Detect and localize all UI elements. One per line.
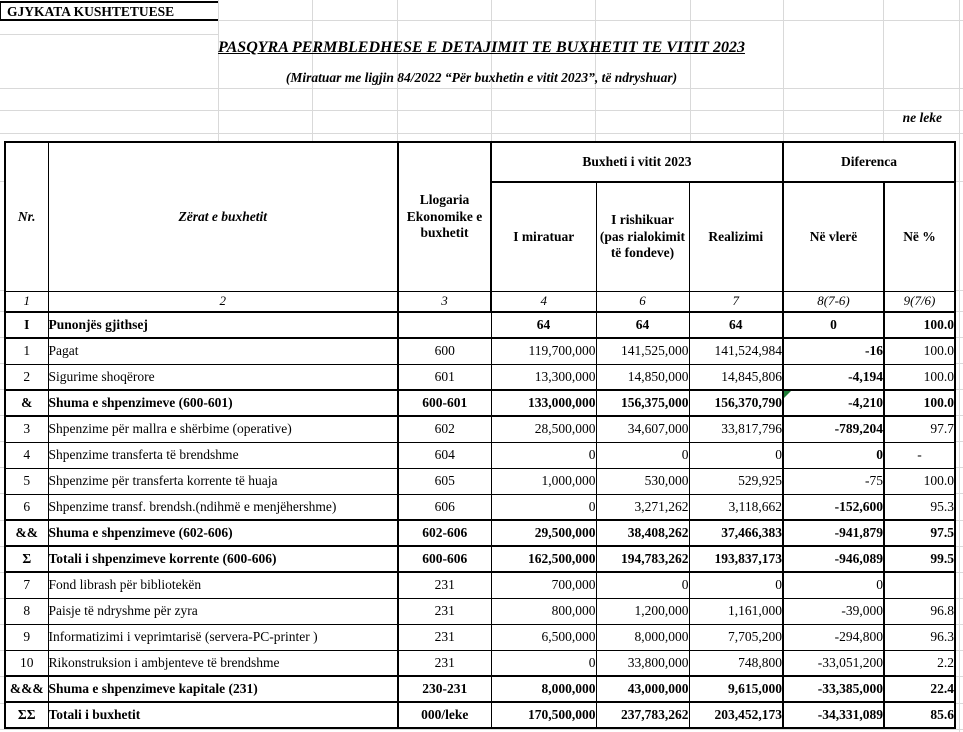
table-row [5,468,955,494]
cell-nr: 4 [5,442,48,468]
cell-revised: 0 [596,442,689,468]
cell-revised: 141,525,000 [596,338,689,364]
cell-diff-pct: 100.0 [884,364,955,390]
cell-diff-value: 0 [783,442,884,468]
cell-item-label: Shuma e shpenzimeve kapitale (231) [48,676,398,702]
cell-diff-value: -4,210 [783,390,884,416]
gridline [0,729,963,730]
cell-diff-value: -946,089 [783,546,884,572]
cell-revised: 1,200,000 [596,598,689,624]
cell-revised: 64 [596,312,689,338]
cell-nr: 5 [5,468,48,494]
table-row [5,572,955,598]
cell-diff-pct: 22.4 [884,676,955,702]
cell-item-label: Sigurime shoqërore [48,364,398,390]
cell-diff-value: -789,204 [783,416,884,442]
cell-account: 600 [398,338,491,364]
cell-item-label: Shpenzime për transferta korrente të huaja [48,468,398,494]
gridline [0,110,963,111]
cell-approved: 28,500,000 [491,416,596,442]
cell-item-label: Punonjës gjithsej [48,312,398,338]
cell-nr: I [5,312,48,338]
cell-nr: 8 [5,598,48,624]
cell-realized: 7,705,200 [689,624,783,650]
cell-diff-value: -152,600 [783,494,884,520]
cell-diff-value: 0 [783,312,884,338]
cell-revised: 38,408,262 [596,520,689,546]
cell-realized: 3,118,662 [689,494,783,520]
cell-nr: 7 [5,572,48,598]
cell-revised: 43,000,000 [596,676,689,702]
cell-account: 230-231 [398,676,491,702]
cell-item-label: Totali i buxhetit [48,702,398,728]
cell-item-label: Rikonstruksion i ambjenteve të brendshme [48,650,398,676]
table-row [5,364,955,390]
table-row [5,442,955,468]
budget-table [4,141,956,729]
cell-diff-pct: 97.5 [884,520,955,546]
cell-diff-pct: 96.8 [884,598,955,624]
cell-account: 606 [398,494,491,520]
group-header-row [5,142,955,182]
cell-diff-value: -75 [783,468,884,494]
cell-approved: 13,300,000 [491,364,596,390]
cell-approved: 700,000 [491,572,596,598]
cell-item-label: Shuma e shpenzimeve (602-606) [48,520,398,546]
table-row [5,416,955,442]
col-header-revised: I rishikuar (pas rialokimit të fondeve) [596,182,689,291]
cell-nr: Σ [5,546,48,572]
cell-revised: 34,607,000 [596,416,689,442]
cell-item-label: Shpenzime për mallra e shërbime (operative) [48,416,398,442]
cell-realized: 37,466,383 [689,520,783,546]
col-header-items: Zërat e buxhetit [48,142,398,291]
page-subtitle: (Miratuar me ligjin 84/2022 “Për buxhetin e vitit 2023”, të ndryshuar) [285,70,678,85]
cell-nr: &&& [5,676,48,702]
org-title: GJYKATA KUSHTETUESE [0,1,218,21]
col-group-budget-2023: Buxheti i vitit 2023 [491,142,783,182]
col-number: 7 [689,291,783,312]
cell-diff-pct: 99.5 [884,546,955,572]
cell-nr: 10 [5,650,48,676]
cell-diff-pct: 95.3 [884,494,955,520]
cell-account: 604 [398,442,491,468]
cell-diff-pct: - [884,442,955,468]
cell-approved: 170,500,000 [491,702,596,728]
cell-item-label: Pagat [48,338,398,364]
cell-realized: 0 [689,442,783,468]
cell-item-label: Totali i shpenzimeve korrente (600-606) [48,546,398,572]
cell-nr: 6 [5,494,48,520]
cell-item-label: Informatizimi i veprimtarisë (servera-PC-printer ) [48,624,398,650]
page-title: PASQYRA PERMBLEDHESE E DETAJIMIT TE BUXHETIT TE VITIT 2023 [218,39,745,56]
col-header-realized: Realizimi [689,182,783,291]
cell-realized: 64 [689,312,783,338]
cell-nr: 1 [5,338,48,364]
cell-realized: 529,925 [689,468,783,494]
cell-nr: 9 [5,624,48,650]
cell-diff-pct: 97.7 [884,416,955,442]
cell-diff-value: -294,800 [783,624,884,650]
cell-account: 602 [398,416,491,442]
cell-item-label: Paisje të ndryshme për zyra [48,598,398,624]
cell-realized: 33,817,796 [689,416,783,442]
cell-approved: 119,700,000 [491,338,596,364]
cell-diff-pct: 2.2 [884,650,955,676]
cell-realized: 156,370,790 [689,390,783,416]
cell-item-label: Shpenzime transf. brendsh.(ndihmë e menjëhershme) [48,494,398,520]
table-row [5,702,955,728]
cell-approved: 64 [491,312,596,338]
cell-realized: 141,524,984 [689,338,783,364]
report-subtitle-row [0,69,963,87]
cell-diff-pct: 85.6 [884,702,955,728]
table-row [5,312,955,338]
report-title-row [0,39,963,57]
cell-revised: 156,375,000 [596,390,689,416]
table-row [5,338,955,364]
table-row [5,520,955,546]
cell-diff-value: -16 [783,338,884,364]
cell-account: 605 [398,468,491,494]
col-header-approved: I miratuar [491,182,596,291]
col-number: 4 [491,291,596,312]
cell-account [398,312,491,338]
col-header-diff-value: Në vlerë [783,182,884,291]
col-group-difference: Diferenca [783,142,955,182]
col-number: 1 [5,291,48,312]
cell-diff-value: -4,194 [783,364,884,390]
table-row [5,546,955,572]
cell-account: 231 [398,650,491,676]
cell-revised: 8,000,000 [596,624,689,650]
cell-item-label: Shuma e shpenzimeve (600-601) [48,390,398,416]
cell-revised: 33,800,000 [596,650,689,676]
column-number-row [5,291,955,312]
cell-realized: 1,161,000 [689,598,783,624]
currency-note: ne leke [902,110,942,125]
table-row [5,598,955,624]
cell-approved: 0 [491,494,596,520]
table-row [5,676,955,702]
cell-approved: 6,500,000 [491,624,596,650]
cell-diff-value: 0 [783,572,884,598]
cell-revised: 0 [596,572,689,598]
cell-nr: & [5,390,48,416]
table-row [5,494,955,520]
cell-approved: 162,500,000 [491,546,596,572]
cell-account: 231 [398,624,491,650]
cell-diff-pct: 100.0 [884,312,955,338]
col-header-diff-pct: Në % [884,182,955,291]
cell-approved: 133,000,000 [491,390,596,416]
cell-diff-value: -33,051,200 [783,650,884,676]
cell-nr: 3 [5,416,48,442]
cell-revised: 194,783,262 [596,546,689,572]
cell-approved: 1,000,000 [491,468,596,494]
cell-account: 000/leke [398,702,491,728]
cell-revised: 3,271,262 [596,494,689,520]
cell-approved: 8,000,000 [491,676,596,702]
cell-realized: 9,615,000 [689,676,783,702]
cell-diff-pct: 100.0 [884,390,955,416]
cell-account: 600-601 [398,390,491,416]
cell-revised: 14,850,000 [596,364,689,390]
col-number: 8(7-6) [783,291,884,312]
cell-nr: ΣΣ [5,702,48,728]
cell-realized: 0 [689,572,783,598]
col-header-nr: Nr. [5,142,48,291]
col-number: 3 [398,291,491,312]
gridline [0,88,963,89]
cell-account: 601 [398,364,491,390]
cell-approved: 800,000 [491,598,596,624]
cell-approved: 0 [491,650,596,676]
col-number: 9(7/6) [884,291,955,312]
col-number: 2 [48,291,398,312]
cell-realized: 14,845,806 [689,364,783,390]
cell-nr: 2 [5,364,48,390]
cell-account: 231 [398,598,491,624]
cell-account: 231 [398,572,491,598]
cell-item-label: Shpenzime transferta të brendshme [48,442,398,468]
error-marker-icon [784,391,791,398]
table-row [5,390,955,416]
cell-account: 602-606 [398,520,491,546]
cell-diff-value: -941,879 [783,520,884,546]
cell-diff-pct: 96.3 [884,624,955,650]
col-number: 6 [596,291,689,312]
cell-diff-value: -34,331,089 [783,702,884,728]
cell-revised: 530,000 [596,468,689,494]
cell-nr: && [5,520,48,546]
table-row [5,624,955,650]
budget-table-body [5,312,955,728]
cell-diff-value: -33,385,000 [783,676,884,702]
cell-diff-value: -39,000 [783,598,884,624]
gridline [218,20,963,21]
cell-revised: 237,783,262 [596,702,689,728]
cell-account: 600-606 [398,546,491,572]
cell-approved: 29,500,000 [491,520,596,546]
cell-diff-pct [884,572,955,598]
cell-item-label: Fond librash për bibliotekën [48,572,398,598]
table-row [5,650,955,676]
gridline [0,34,218,35]
cell-realized: 748,800 [689,650,783,676]
cell-realized: 203,452,173 [689,702,783,728]
cell-diff-pct: 100.0 [884,338,955,364]
cell-realized: 193,837,173 [689,546,783,572]
cell-diff-pct: 100.0 [884,468,955,494]
cell-approved: 0 [491,442,596,468]
col-header-account: Llogaria Ekonomike e buxhetit [398,142,491,291]
gridline [0,133,963,134]
